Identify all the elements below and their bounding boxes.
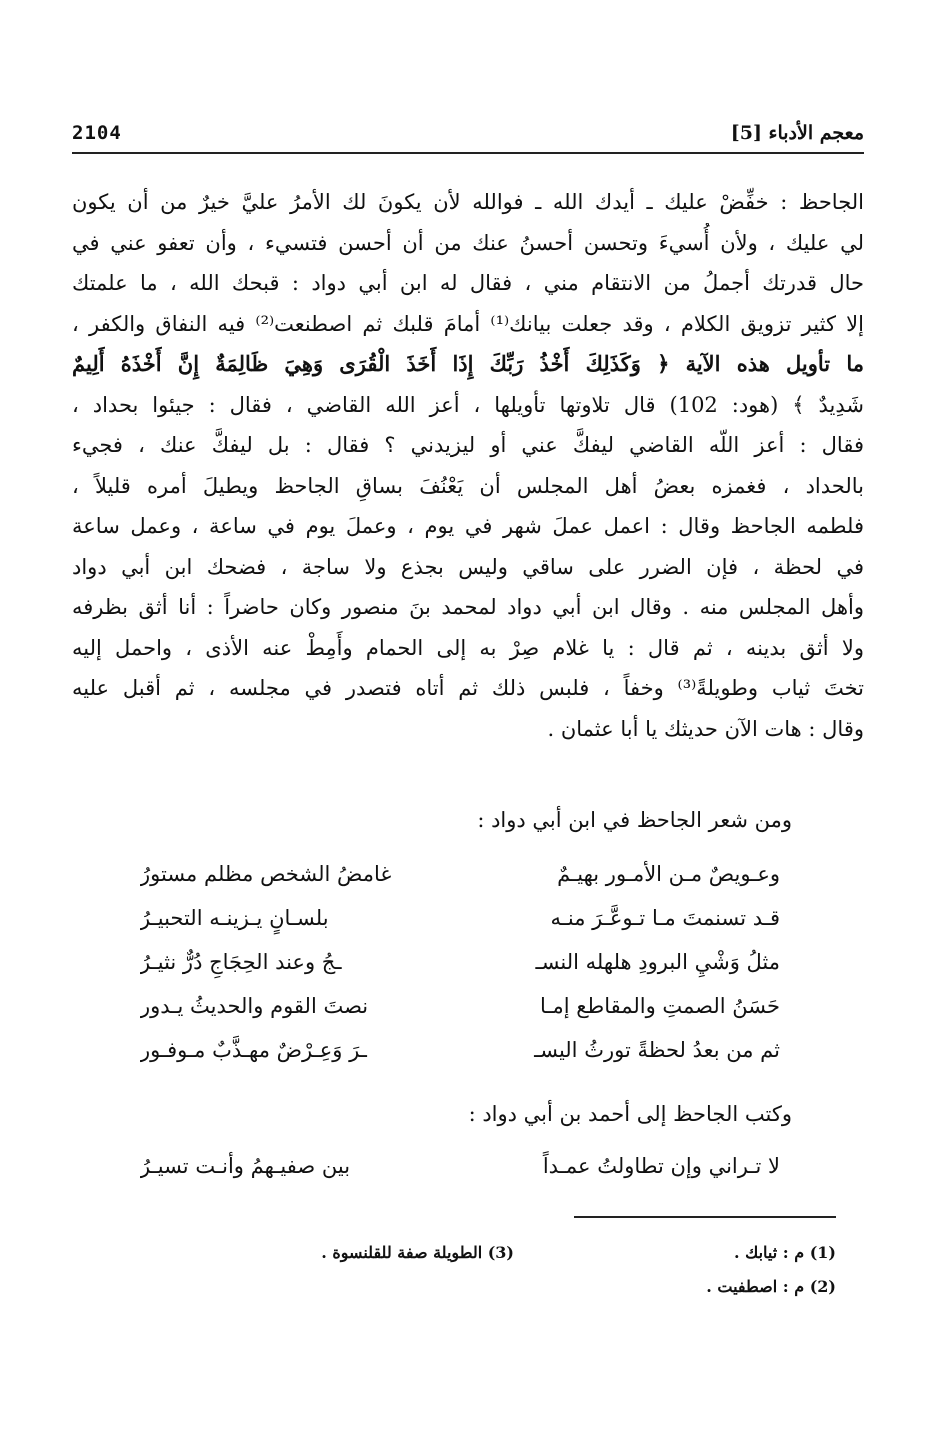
prose-line: شَدِيدٌ ﴾ (هود: 102) قال تلاوتها تأويلها ، أعز الله القاضي ، فقال : جيئوا بحداد ، [72,392,864,417]
prose-line: وأهل المجلس منه . وقال ابن أبي دواد لمحمد بنَ منصور وكان حاضراً : أنا أثق بظرفه [72,595,864,619]
prose-line: الجاحظ : خفِّضْ عليك ـ أيدك الله ـ فوالله لأن يكونَ لك الأمرُ عليَّ خيرٌ من أن يكون [72,190,864,214]
prose-line: وقال : هات الآن حديثك يا أبا عثمان . [547,716,864,741]
footnote-3: (3) الطويلة صفة للقلنسوة . [321,1243,514,1262]
footnote-1: (1) م : ثيابك . [733,1243,836,1262]
verse-second-hemistich: ـجُ وعند الحِجَاجِ دُرٌّ نثيـرُ [140,950,342,974]
verse-second-hemistich: بلسـانٍ يـزينـه التحبيـرُ [140,906,329,930]
verse-line [140,1144,780,1188]
verse-first-hemistich: ثم من بعدُ لحظةً تورثُ اليسـ [534,1038,780,1062]
running-header [72,118,864,152]
footnote-row [240,1238,836,1272]
verse-line [140,1028,780,1072]
verse-line [140,984,780,1028]
book-title: معجم الأدباء [5] [730,122,864,144]
verse-second-hemistich: بين صفيـهمُ وأنـت تسيـرُ [140,1154,351,1178]
prose-line: تختَ ثياب وطويلةً⁽³⁾ وخفاً ، فلبس ذلك ثم أتاه فتصدر في مجلسه ، ثم أقبل عليه [72,676,864,700]
footnotes [240,1238,836,1306]
verse-first-hemistich: مثلُ وَشْيِ البرودِ هلهله النسـ [535,950,780,974]
verse-second-hemistich: نصتَ القوم والحديثُ يـدور [140,994,369,1018]
verse-line [140,852,780,896]
verse-first-hemistich: قـد تسنمتَ مـا تـوعَّـرَ منـه [550,906,780,930]
poem-intro: وكتب الجاحظ إلى أحمد بن أبي دواد : [468,1102,792,1126]
verse-first-hemistich: لا تـراني وإن تطاولتُ عمـداً [542,1154,780,1178]
prose-block [72,182,864,749]
prose-line: إلا كثير تزويق الكلام ، وقد جعلت بيانك⁽¹⁾ أمامَ قلبك ثم اصطنعت⁽²⁾ فيه النفاق والكفر ، [72,311,864,336]
prose-line: حال قدرتك أجملُ من الانتقام مني ، فقال له ابن أبي دواد : قبحك الله ، ما علمتك [72,271,864,295]
prose-line: ولا أثق بدينه ، ثم قال : يا غلام صِرْ به إلى الحمام وأَمِطْ عنه الأذى ، واحمل إليه [72,635,864,660]
header-divider [72,152,864,154]
verse-second-hemistich: ـرَ وَعِـرْضٌ مهـذَّبٌ مـوفـور [140,1038,367,1062]
poem-intro: ومن شعر الجاحظ في ابن أبي دواد : [477,808,792,832]
prose-line: بالحداد ، فغمزه بعضُ أهل المجلس أن يَعْنُفَ بساقِ الجاحظ ويطيلَ أمره قليلاً ، [72,473,864,498]
footnote-2: (2) م : اصطفيت . [706,1277,836,1296]
prose-line: فلطمه الجاحظ وقال : اعمل عملَ شهر في يوم ، وعملَ يوم في ساعة ، وعمل ساعة [72,514,864,538]
poem-block [140,1144,780,1188]
verse-first-hemistich: وعـويصٌ مـن الأمـور بهيـمٌ [557,862,780,886]
prose-line: فقال : أعز اللّه القاضي ليفكَّ عني أو ليزيدني ؟ فقال : بل ليفكَّ عنك ، فجيء [72,433,864,457]
prose-line: لي عليك ، ولأن أُسيءَ وتحسن أحسنُ عنك من أن أحسن فتسيء ، وأن تعفو عني في [72,230,864,255]
footnote-divider [574,1216,836,1218]
verse-first-hemistich: حَسَنُ الصمتِ والمقاطع إمـا [540,994,780,1018]
verse-line [140,896,780,940]
poem-block [140,852,780,1072]
footnote-row [240,1272,836,1306]
verse-line [140,940,780,984]
verse-second-hemistich: غامضُ الشخص مظلم مستورُ [140,862,392,886]
prose-line: في لحظة ، فإن الضرر على ساقي وليس بجذع ولا ساجة ، فضحك ابن أبي دواد [72,554,864,579]
prose-line: ما تأويل هذه الآية ﴿ وَكَذَلِكَ أَخْذُ رَبِّكَ إِذَا أَخَذَ الْقُرَى وَهِيَ ظَالِمَةٌ إِنَّ أَخْذَهُ أَلِيمٌ [72,351,864,376]
page-number: 2104 [72,122,122,144]
